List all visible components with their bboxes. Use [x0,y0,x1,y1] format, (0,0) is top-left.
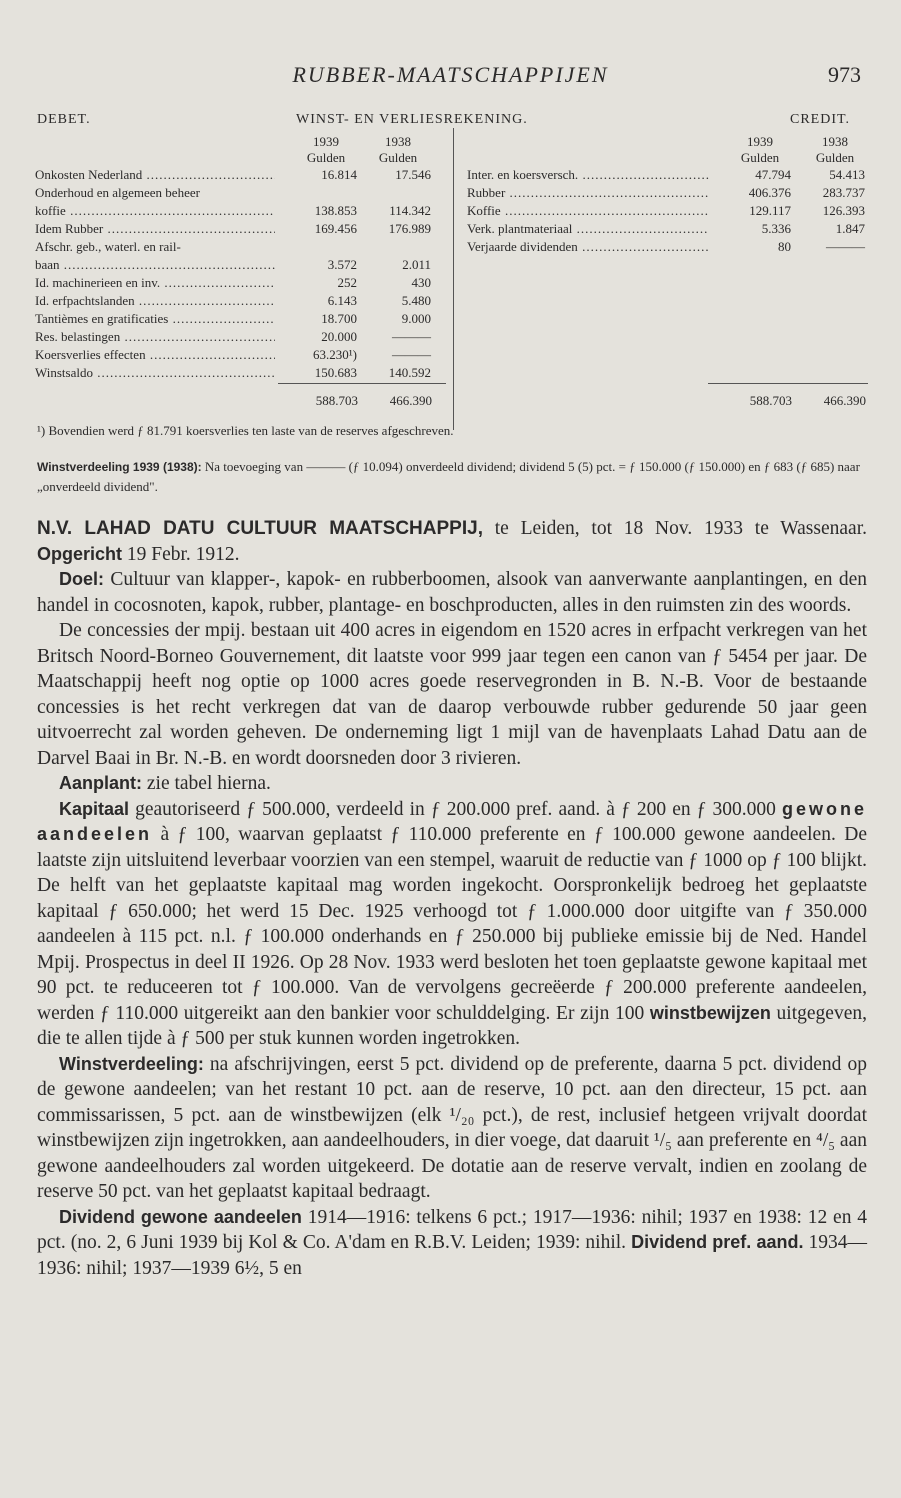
dividend-paragraph: Dividend gewone aandeelen 1914—1916: telkens 6 pct.; 1917—1936: nihil; 1937 en 1938: 12 en 4 pct. (no. 2, 6 Juni 1939 bij Kol & Co. A'dam en R.B.V. Leiden; 1939: nihil. Dividend pref. aand. 1934—1936: nihil; 1937—1939 6½, 5 en [37,1206,868,1279]
value-1938: 54.413 [829,167,865,182]
company-heading: N.V. LAHAD DATU CULTUUR MAATSCHAPPIJ, te Leiden, tot 18 Nov. 1933 te Wassenaar. Opgericht 19 Febr. 1912. [37,518,867,565]
row-label: Tantièmes en gratificaties ..... [35,310,275,328]
value-1939: 47.794 [755,167,791,182]
value-1938 [357,238,431,256]
value-1939: 138.853 [314,203,357,218]
doel-paragraph: Doel: Cultuur van klapper-, kapok- en rubberboomen, alsook van aanverwante aanplantingen, en den handel in cocosnoten, kapok, rubber, plantage- en boschproducten, alles in den ruimsten zin des woords. [37,569,867,616]
value-1939: 3.572 [327,257,357,272]
table-row [35,274,437,292]
table-row [467,238,869,256]
credit-heading: CREDIT. [790,112,851,127]
credit-col-1938: 1938 Gulden [815,134,855,165]
debit-total-1939: 588.703 [315,393,358,408]
value-1939: 5.336 [761,221,791,236]
debet-heading: DEBET. [37,112,91,127]
winstverdeeling-paragraph: Winstverdeeling: na afschrijvingen, eerst 5 pct. dividend op de preferente, daarna 5 pct. dividend op de gewone aandeelen; van het restant 10 pct. aan de reserve, 10 pct. aan den directeur, 15 pct. aan commissarissen, 5 pct. aan de winstbewijzen (elk ¹/₂₀ pct.), de rest, inclusief hetgeen vrijvalt doordat winstbewijzen zijn ingetrokken, aan aandeelhouders, in dier voege, dat daaruit ¹/₅ aan preferente en ⁴/₅ aan gewone aandeelhouders zal worden uitgekeerd. De dotatie aan de reserve vervalt, indien en zoolang de reserve 50 pct. van het geplaatst kapitaal bedraagt. [37,1053,867,1202]
row-label: Afschr. geb., waterl. en rail- [35,239,181,254]
table-row [35,220,437,238]
debit-sum-rule [278,383,446,384]
table-row [467,202,869,220]
row-label: Koffie ..... [467,202,709,220]
value-1939: 80 [778,239,791,254]
running-title: RUBBER-MAATSCHAPPIJEN [292,62,609,87]
account-title: WINST- EN VERLIESREKENING. [296,112,528,127]
value-1939: 150.683 [314,365,357,380]
row-label: Res. belastingen ..... [35,328,275,346]
column-divider [453,128,454,430]
value-1939: 63.230¹) [313,347,357,362]
debit-col-1939: 1939 Gulden [306,134,346,165]
value-1938: 430 [411,275,431,290]
table-row [467,166,869,184]
value-1938: 283.737 [822,185,865,200]
value-1938: ——— [392,329,431,344]
value-1938: 9.000 [401,311,431,326]
row-label: Koersverlies effecten ..... [35,346,275,364]
row-label: Rubber ..... [467,184,709,202]
table-row [35,292,437,310]
kapitaal-paragraph: Kapitaal geautoriseerd ƒ 500.000, verdeeld in ƒ 200.000 pref. aand. à ƒ 200 en ƒ 300.000 gewone aandeelen à ƒ 100, waarvan geplaatst ƒ 110.000 preferente en ƒ 100.000 gewone aandeelen. De laatste zijn uitsluitend leverbaar voorzien van een stempel, waaruit de reductie van ƒ 1000 op ƒ 100 blijkt. De helft van het geplaatste kapitaal mag worden ingekocht. Oorspronkelijk bedroeg het geplaatste kapitaal ƒ 650.000; het werd 15 Dec. 1925 verhoogd tot ƒ 1.000.000 door uitgifte van ƒ 350.000 aandeelen à 115 pct. n.l. ƒ 100.000 onderhands en ƒ 250.000 bij publieke emissie bij de Ned. Handel Mpij. Prospectus in deel II 1926. Op 28 Nov. 1933 werd besloten het toen geplaatste gewone kapitaal met 90 pct. te reduceeren tot ƒ 100.000. Van de vervolgens gecreëerde ƒ 200.000 preferente aandeelen, werden ƒ 110.000 uitgereikt aan den bankier voor schulddelging. Er zijn 100 winstbewijzen uitgegeven, die te allen tijde à ƒ 500 per stuk kunnen worden ingetrokken. [37,798,867,1049]
founded-label: Opgericht [37,543,123,564]
value-1938: 17.546 [395,167,431,182]
table-row [35,166,437,184]
table-row [35,364,437,382]
value-1938: ——— [392,347,431,362]
value-1939: 252 [337,275,357,290]
value-1939: 169.456 [314,221,357,236]
value-1939: 6.143 [327,293,357,308]
debit-col-1938: 1938 Gulden [378,134,418,165]
company-entry [37,516,867,1281]
value-1938: 140.592 [388,365,431,380]
credit-table [467,166,869,256]
table-row [35,184,437,202]
credit-col-1939: 1939 Gulden [740,134,780,165]
winstverdeeling-1939: Winstverdeeling 1939 (1938): Na toevoeging van ——— (ƒ 10.094) onverdeeld dividend; dividend 5 (5) pct. = ƒ 150.000 (ƒ 150.000) en ƒ 683 (ƒ 685) naar „onverdeeld dividend". [37,459,860,494]
row-label: Verjaarde dividenden ..... [467,238,709,256]
table-row [35,238,437,256]
row-label: koffie ..... [35,202,275,220]
value-1938: 114.342 [389,203,431,218]
value-1939 [275,238,357,256]
row-label: baan ..... [35,256,275,274]
concessies-paragraph: De concessies der mpij. bestaan uit 400 acres in eigendom en 1520 acres in erfpacht verkregen van het Britsch Noord-Borneo Gouvernement, dit laatste voor 999 jaar tegen een canon van ƒ 5454 per jaar. De Maatschappij heeft nog optie op 1000 acres goede reservegronden in B. N.-B. Voor de bestaande concessies is het recht verkregen dat van de daarop verbouwde rubber gedurende 50 jaar geen uitvoerrecht zal worden geheven. De onderneming ligt 1 mijl van de havenplaats Lahad Datu aan de Darvel Baai in Br. N.-B. en wordt doorsneden door 3 rivieren. [37,620,867,769]
table-row [35,310,437,328]
value-1938: 176.989 [388,221,431,236]
table-row [35,328,437,346]
row-label: Onderhoud en algemeen beheer [35,185,200,200]
row-label: Verk. plantmateriaal ..... [467,220,709,238]
row-label: Id. machinerieen en inv. ..... [35,274,275,292]
table-row [35,202,437,220]
aanplant-paragraph: Aanplant: zie tabel hierna. [59,773,271,794]
value-1938 [357,184,431,202]
value-1939: 18.700 [321,311,357,326]
table-row [467,220,869,238]
row-label: Idem Rubber ..... [35,220,275,238]
value-1939 [275,184,357,202]
credit-total-1939: 588.703 [749,393,792,408]
row-label: Winstsaldo ..... [35,364,275,382]
value-1938: 126.393 [822,203,865,218]
table-row [467,184,869,202]
value-1939: 20.000 [321,329,357,344]
debit-total-1938: 466.390 [389,393,432,408]
table-row [35,346,437,364]
row-label: Onkosten Nederland ..... [35,166,275,184]
footnote: ¹) Bovendien werd ƒ 81.791 koersverlies ten laste van de reserves afgeschreven. [37,423,454,438]
value-1939: 129.117 [749,203,791,218]
value-1939: 406.376 [748,185,791,200]
table-row [35,256,437,274]
company-name: N.V. LAHAD DATU CULTUUR MAATSCHAPPIJ, [37,518,483,539]
debit-table [35,166,437,382]
credit-total-1938: 466.390 [823,393,866,408]
row-label: Inter. en koersversch. ..... [467,166,709,184]
page-number: 973 [828,62,861,87]
value-1938: 1.847 [835,221,865,236]
value-1939: 16.814 [321,167,357,182]
row-label: Id. erfpachtslanden ..... [35,292,275,310]
value-1938: 5.480 [401,293,431,308]
value-1938: 2.011 [402,257,431,272]
value-1938: ——— [826,239,865,254]
credit-sum-rule [708,383,868,384]
